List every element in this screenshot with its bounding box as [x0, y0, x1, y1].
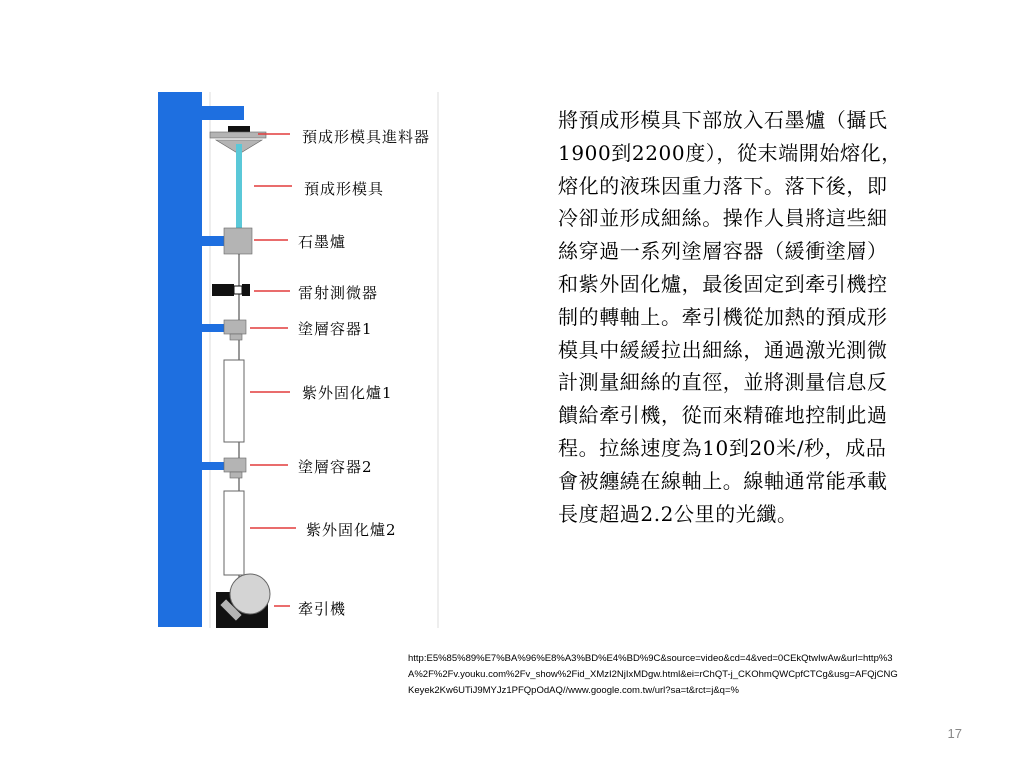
- micrometer-right: [242, 284, 250, 296]
- page-number: 17: [947, 726, 962, 741]
- label-uv-oven-2: 紫外固化爐2: [306, 521, 397, 539]
- furnace-body: [224, 228, 252, 254]
- description-paragraph: 將預成形模具下部放入石墨爐（攝氏1900到2200度），從末端開始熔化，熔化的液珠因重力落下。落下後，即冷卻並形成細絲。操作人員將這些細絲穿過一系列塗層容器（緩衝塗層）和紫外固化爐，最後固定到牽引機控制的轉軸上。牽引機從加熱的預成形模具中緩緩拉出細絲，通過激光測微計測量細絲的直徑，並將測量信息反饋給牽引機，從而來精確地控制此過程。拉絲速度為10到20米/秒，成品會被纏繞在線軸上。線軸通常能承載長度超過2.2公里的光纖。: [558, 108, 902, 526]
- label-preform: 預成形模具: [304, 180, 385, 198]
- label-capstan: 牽引機: [298, 600, 347, 618]
- label-coating-container-2: 塗層容器2: [298, 458, 373, 476]
- feeder-plate: [210, 132, 266, 138]
- micrometer-mid: [234, 286, 242, 294]
- label-uv-oven-1: 紫外固化爐1: [302, 384, 393, 402]
- uv2-body: [224, 491, 244, 575]
- furnace-arm: [202, 236, 224, 246]
- coater2-arm: [202, 462, 224, 470]
- coater2-base: [230, 472, 242, 478]
- fiber-drawing-tower-diagram: [150, 88, 470, 633]
- label-graphite-furnace: 石墨爐: [298, 233, 347, 251]
- label-laser-micrometer: 雷射測微器: [298, 284, 379, 302]
- coater1-base: [230, 334, 242, 340]
- label-preform-feeder: 預成形模具進料器: [302, 128, 431, 146]
- source-url[interactable]: http:E5%85%89%E7%BA%96%E8%A3%BD%E4%BD%9C&source=video&cd=4&ved=0CEkQtwIwAw&url=http%3A%2F%2Fv.youku.com%2Fv_show%2Fid_XMzI2NjIxMDgw.html&ei=rChQT-j_CKOhmQWCpfCTCg&usg=AFQjCNGKeyek2Kw6UTiJ9MYJz1PFQpOdAQ//www.google.com.tw/url?sa=t&rct=j&q=%: [408, 653, 898, 696]
- coater1-arm: [202, 324, 224, 332]
- capstan-wheel: [230, 574, 270, 614]
- label-coating-container-1: 塗層容器1: [298, 320, 373, 338]
- coater1-body: [224, 320, 246, 334]
- preform-rod: [236, 144, 242, 230]
- micrometer-left: [212, 284, 234, 296]
- top-arm: [202, 106, 244, 120]
- uv1-body: [224, 360, 244, 442]
- coater2-body: [224, 458, 246, 472]
- tower-illustration: [150, 88, 470, 633]
- support-column: [158, 92, 202, 627]
